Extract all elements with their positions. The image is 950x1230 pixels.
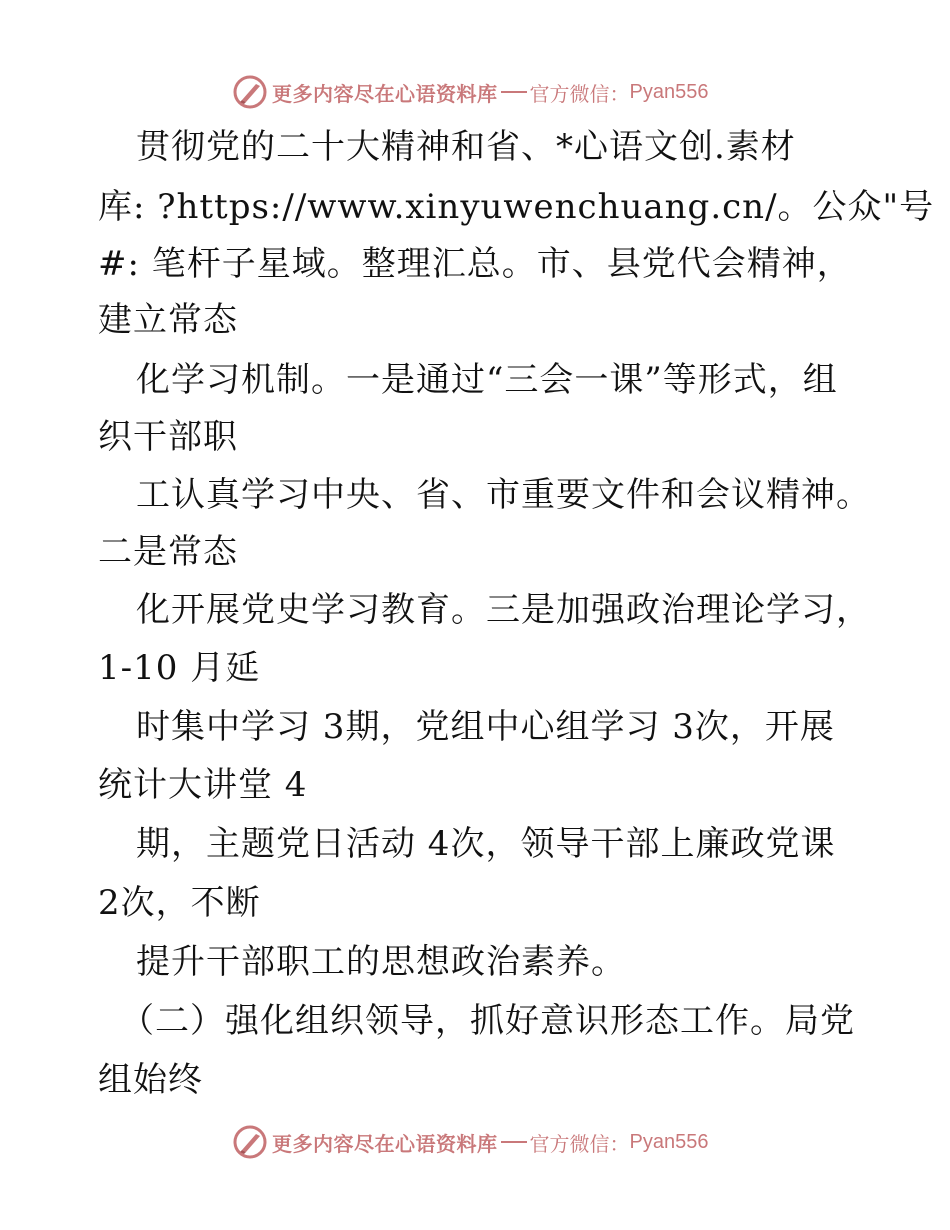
footer-banner [232, 1122, 708, 1162]
body-line: 织干部职 [98, 417, 238, 457]
body-line: 工认真学习中央、省、市重要文件和会议精神。 [136, 475, 871, 515]
body-line: 2次，不断 [98, 883, 261, 923]
body-line: 库: ?https://www.xinyuwenchuang.cn/。公众"号 [98, 187, 935, 227]
banner-wechat-id: Pyan556 [629, 1130, 709, 1153]
banner-dash [501, 1141, 527, 1143]
header-banner [232, 72, 708, 112]
body-line: 1-10 月延 [98, 648, 261, 688]
body-line: #: 笔杆子星域。整理汇总。市、县党代会精神， [98, 244, 852, 284]
body-line: 二是常态 [98, 532, 238, 572]
body-line: 化学习机制。一是通过“三会一课”等形式，组 [136, 360, 838, 400]
banner-dash [501, 91, 527, 93]
banner-text: 更多内容尽在心语资料库 [272, 1131, 498, 1156]
banner-text: 更多内容尽在心语资料库 [272, 81, 498, 106]
body-line: 期，主题党日活动 4次，领导干部上廉政党课 [136, 824, 836, 864]
pen-logo-icon [232, 1124, 268, 1160]
body-line: 建立常态 [98, 300, 238, 340]
body-line: （二）强化组织领导，抓好意识形态工作。局党 [120, 1001, 855, 1041]
body-line: 提升干部职工的思想政治素养。 [136, 942, 626, 982]
body-line: 时集中学习 3期，党组中心组学习 3次，开展 [136, 707, 835, 747]
banner-wechat-id: Pyan556 [629, 80, 709, 103]
body-line: 化开展党史学习教育。三是加强政治理论学习， [136, 590, 871, 630]
body-line: 统计大讲堂 4 [98, 765, 308, 805]
body-line: 贯彻党的二十大精神和省、*心语文创.素材 [136, 127, 796, 167]
banner-wechat-label: 官方微信： [529, 81, 630, 106]
pen-logo-icon [232, 74, 268, 110]
body-line: 组始终 [98, 1060, 203, 1100]
banner-wechat-label: 官方微信： [529, 1131, 630, 1156]
